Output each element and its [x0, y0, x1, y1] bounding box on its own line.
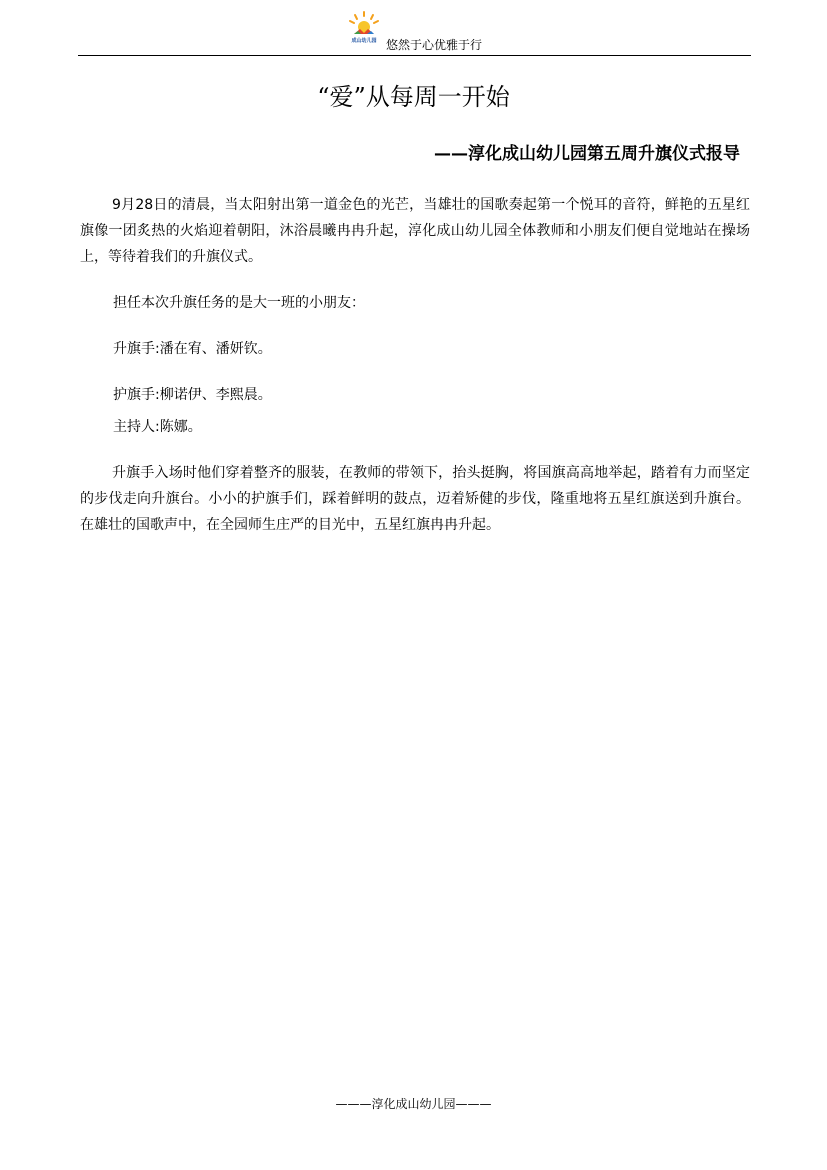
flag-guards-line: 护旗手:柳诺伊、李熙晨。 [113, 387, 272, 403]
paragraph-intro: 9月28日的清晨，当太阳射出第一道金色的光芒，当雄壮的国歌奏起第一个悦耳的音符，鲜艳的五星红旗像一团炙热的火焰迎着朝阳，沐浴晨曦冉冉升起，淳化成山幼儿园全体教师和小朋友们便自觉地站在操场上，等待着我们的升旗仪式。 [80, 197, 750, 265]
sun-logo-icon [346, 10, 382, 40]
kindergarten-logo [346, 10, 382, 48]
logo-text: 成山幼儿园 [351, 38, 377, 44]
article-title: “爱”从每周一开始 [317, 83, 510, 111]
page-footer: ———淳化成山幼儿园——— [335, 1097, 492, 1111]
header-divider [78, 55, 751, 56]
flag-raisers-line: 升旗手:潘在宥、潘妍钦。 [113, 341, 272, 357]
header-slogan: 悠然于心优雅于行 [386, 38, 483, 52]
article-subtitle: ——淳化成山幼儿园第五周升旗仪式报导 [434, 144, 740, 164]
host-line: 主持人:陈娜。 [113, 419, 202, 435]
paragraph-ceremony: 升旗手入场时他们穿着整齐的服装，在教师的带领下，抬头挺胸，将国旗高高地举起，踏着有力而坚定的步伐走向升旗台。小小的护旗手们，踩着鲜明的鼓点，迈着矫健的步伐，隆重地将五星红旗送到升旗台。在雄壮的国歌声中，在全园师生庄严的目光中，五星红旗冉冉升起。 [80, 465, 750, 533]
page-header [0, 0, 827, 58]
paragraph-task: 担任本次升旗任务的是大一班的小朋友： [113, 295, 365, 311]
